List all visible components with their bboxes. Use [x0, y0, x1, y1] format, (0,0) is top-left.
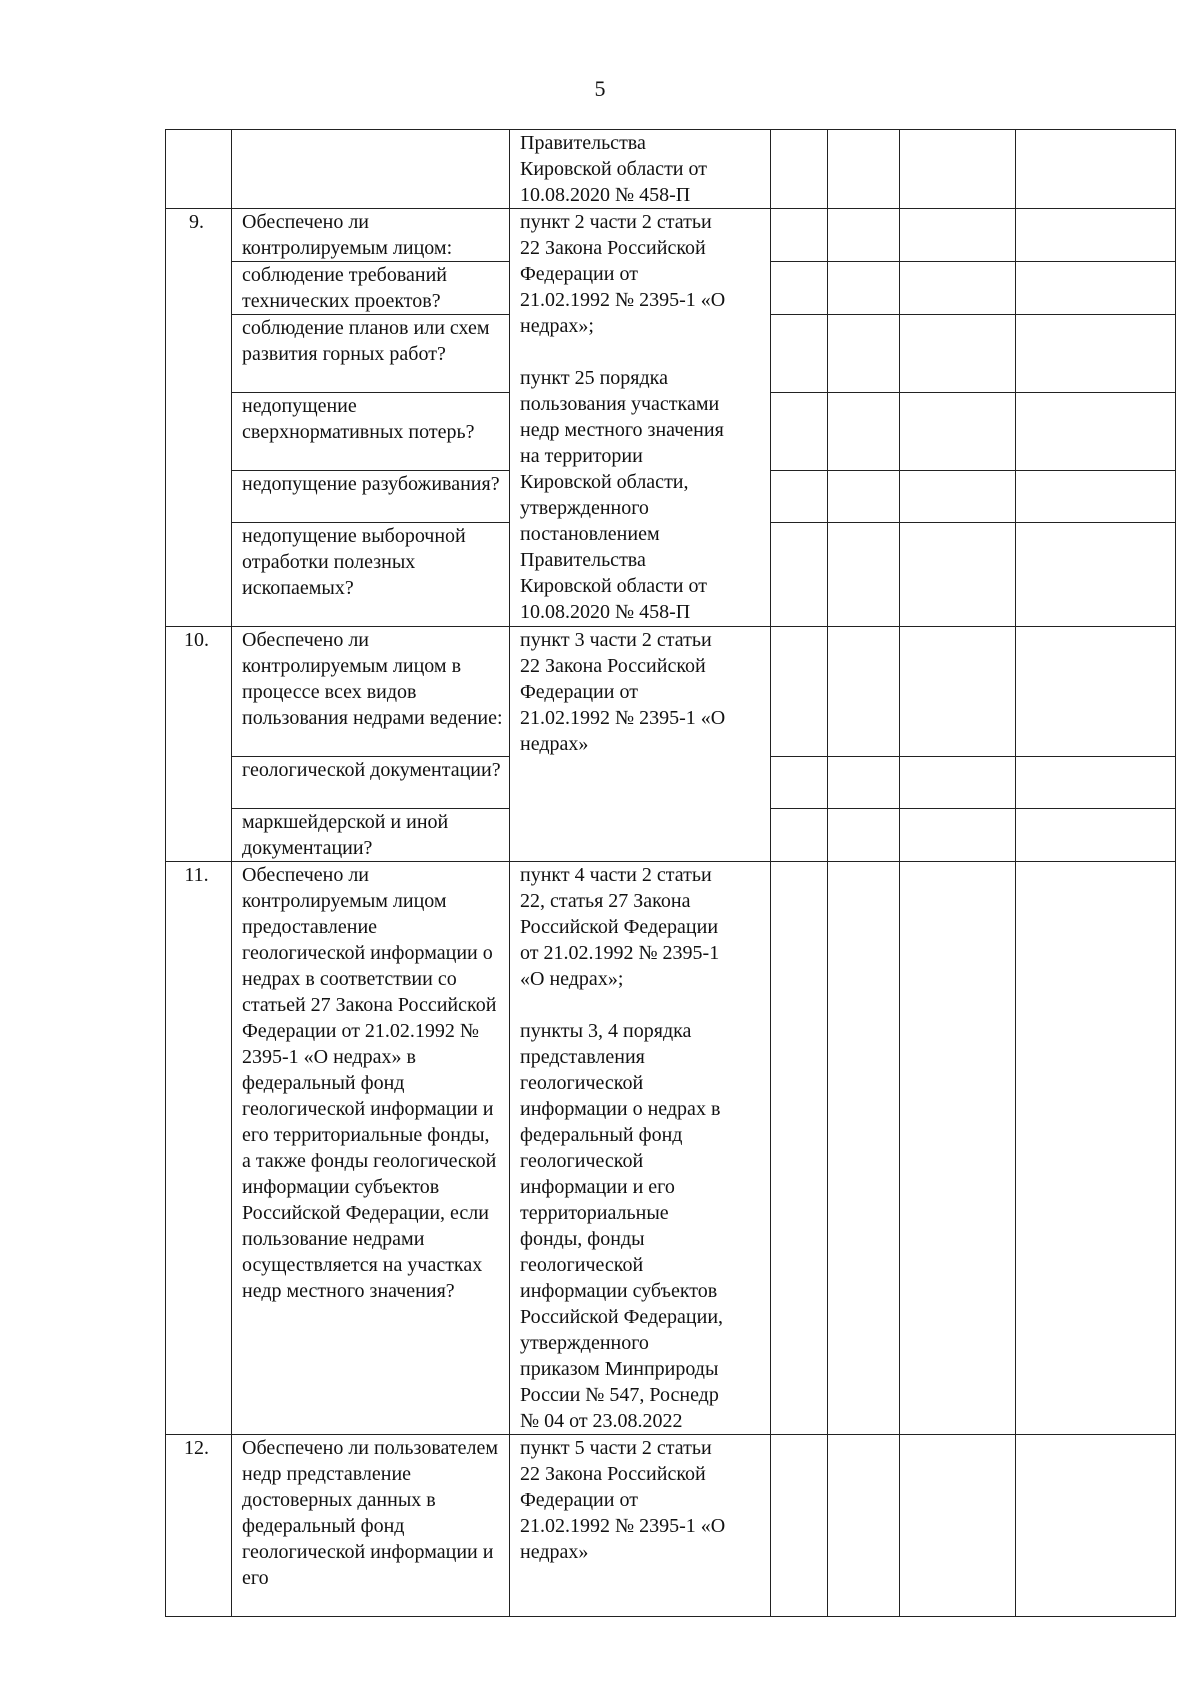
answer-na-cell[interactable]	[900, 130, 1016, 209]
answer-no-cell[interactable]	[828, 627, 900, 757]
notes-cell[interactable]	[1016, 393, 1176, 471]
legal-reference-cell: пункт 5 части 2 статьи 22 Закона Российской Федерации от 21.02.1992 № 2395-1 «О недрах»	[510, 1435, 771, 1617]
answer-na-cell[interactable]	[900, 809, 1016, 862]
answer-na-cell[interactable]	[900, 627, 1016, 757]
question-cell	[232, 130, 510, 209]
question-cell: Обеспечено ли контролируемым лицом предоставление геологической информации о недрах в соответствии со статьей 27 Закона Российской Федерации от 21.02.1992 № 2395-1 «О недрах» в федеральный фонд геологической информации и его территориальные фонды, а также фонды геологической информации субъектов Российской Федерации, если пользование недрами осуществляется на участках недр местного значения?	[232, 862, 510, 1435]
answer-na-cell[interactable]	[900, 262, 1016, 315]
answer-no-cell[interactable]	[828, 1435, 900, 1617]
row-number-cell	[166, 130, 232, 209]
answer-no-cell[interactable]	[828, 262, 900, 315]
table-row-continuation	[166, 130, 1176, 209]
answer-na-cell[interactable]	[900, 209, 1016, 262]
answer-no-cell[interactable]	[828, 757, 900, 809]
answer-na-cell[interactable]	[900, 862, 1016, 1435]
answer-yes-cell[interactable]	[771, 1435, 828, 1617]
sub-question-cell: соблюдение требований технических проектов?	[232, 262, 510, 315]
table-row-9	[166, 209, 1176, 262]
notes-cell[interactable]	[1016, 809, 1176, 862]
answer-no-cell[interactable]	[828, 809, 900, 862]
answer-no-cell[interactable]	[828, 862, 900, 1435]
legal-reference-cell: Правительства Кировской области от 10.08.2020 № 458-П	[510, 130, 771, 209]
answer-no-cell[interactable]	[828, 130, 900, 209]
row-number-cell: 11.	[166, 862, 232, 1435]
sub-question-cell: маркшейдерской и иной документации?	[232, 809, 510, 862]
answer-no-cell[interactable]	[828, 209, 900, 262]
row-number-cell: 10.	[166, 627, 232, 862]
answer-na-cell[interactable]	[900, 315, 1016, 393]
answer-yes-cell[interactable]	[771, 262, 828, 315]
notes-cell[interactable]	[1016, 471, 1176, 523]
sub-question-cell: геологической документации?	[232, 757, 510, 809]
answer-no-cell[interactable]	[828, 393, 900, 471]
answer-na-cell[interactable]	[900, 393, 1016, 471]
table-row-12	[166, 1435, 1176, 1617]
notes-cell[interactable]	[1016, 627, 1176, 757]
notes-cell[interactable]	[1016, 862, 1176, 1435]
answer-no-cell[interactable]	[828, 523, 900, 627]
checklist-table	[165, 129, 1176, 1617]
sub-question-cell: недопущение выборочной отработки полезных ископаемых?	[232, 523, 510, 627]
answer-no-cell[interactable]	[828, 315, 900, 393]
notes-cell[interactable]	[1016, 315, 1176, 393]
page-number: 5	[594, 76, 606, 101]
question-cell: Обеспечено ли контролируемым лицом:	[232, 209, 510, 262]
answer-yes-cell[interactable]	[771, 523, 828, 627]
question-cell: Обеспечено ли пользователем недр представление достоверных данных в федеральный фонд геологической информации и его	[232, 1435, 510, 1617]
question-cell: Обеспечено ли контролируемым лицом в процессе всех видов пользования недрами ведение:	[232, 627, 510, 757]
notes-cell[interactable]	[1016, 523, 1176, 627]
answer-na-cell[interactable]	[900, 1435, 1016, 1617]
notes-cell[interactable]	[1016, 757, 1176, 809]
answer-yes-cell[interactable]	[771, 757, 828, 809]
sub-question-cell: недопущение сверхнормативных потерь?	[232, 393, 510, 471]
answer-yes-cell[interactable]	[771, 209, 828, 262]
answer-yes-cell[interactable]	[771, 809, 828, 862]
answer-yes-cell[interactable]	[771, 393, 828, 471]
answer-na-cell[interactable]	[900, 757, 1016, 809]
answer-no-cell[interactable]	[828, 471, 900, 523]
answer-yes-cell[interactable]	[771, 627, 828, 757]
legal-reference-cell: пункт 3 части 2 статьи 22 Закона Российской Федерации от 21.02.1992 № 2395-1 «О недрах»	[510, 627, 771, 862]
answer-na-cell[interactable]	[900, 471, 1016, 523]
answer-yes-cell[interactable]	[771, 862, 828, 1435]
notes-cell[interactable]	[1016, 1435, 1176, 1617]
answer-yes-cell[interactable]	[771, 130, 828, 209]
answer-na-cell[interactable]	[900, 523, 1016, 627]
notes-cell[interactable]	[1016, 130, 1176, 209]
answer-yes-cell[interactable]	[771, 471, 828, 523]
sub-question-cell: недопущение разубоживания?	[232, 471, 510, 523]
row-number-cell: 9.	[166, 209, 232, 627]
answer-yes-cell[interactable]	[771, 315, 828, 393]
notes-cell[interactable]	[1016, 262, 1176, 315]
table-row-11	[166, 862, 1176, 1435]
sub-question-cell: соблюдение планов или схем развития горных работ?	[232, 315, 510, 393]
table-row-10	[166, 627, 1176, 757]
legal-reference-cell: пункт 4 части 2 статьи 22, статья 27 Закона Российской Федерации от 21.02.1992 № 2395-1 «О недрах»; пункты 3, 4 порядка представления геологической информации о недрах в федеральный фонд геологической информации и его территориальные фонды, фонды геологической информации субъектов Российской Федерации, утвержденного приказом Минприроды России № 547, Роснедр № 04 от 23.08.2022	[510, 862, 771, 1435]
row-number-cell: 12.	[166, 1435, 232, 1617]
legal-reference-cell: пункт 2 части 2 статьи 22 Закона Российской Федерации от 21.02.1992 № 2395-1 «О недрах»; пункт 25 порядка пользования участками недр местного значения на территории Кировской области, утвержденного постановлением Правительства Кировской области от 10.08.2020 № 458-П	[510, 209, 771, 627]
notes-cell[interactable]	[1016, 209, 1176, 262]
